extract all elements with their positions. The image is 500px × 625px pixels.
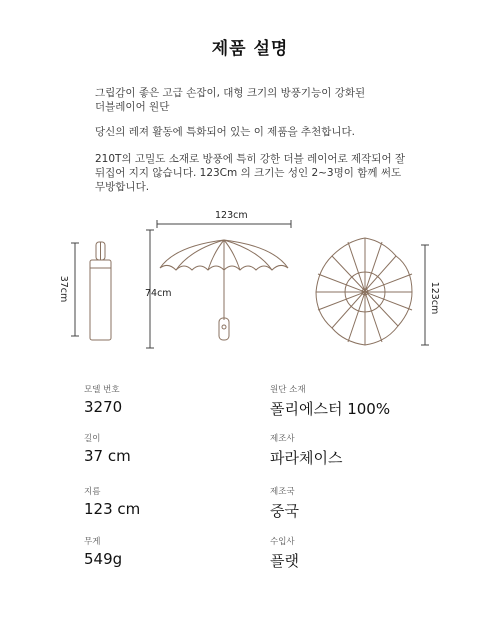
folded-height-label: 37cm — [58, 275, 69, 303]
spec-value: 3270 — [84, 398, 123, 416]
spec-label: 수입사 — [270, 537, 295, 547]
spec-value: 파라체이스 — [270, 449, 343, 467]
description-line: 210T의 고밀도 소재로 방풍에 특히 강한 더블 레이어로 제작되어 잘 — [95, 153, 406, 165]
open-width-dimension — [157, 220, 291, 228]
spec-label: 무게 — [84, 537, 101, 547]
spec-length — [84, 432, 131, 465]
description-paragraph-1 — [95, 86, 425, 114]
description-line: 무방합니다. — [95, 181, 150, 193]
folded-height-dimension — [71, 243, 79, 336]
open-height-label: 74cm — [145, 288, 172, 299]
spec-label: 제조사 — [270, 434, 295, 444]
spec-label: 길이 — [84, 434, 101, 444]
description-line: 당신의 레져 활동에 특화되어 있는 이 제품을 추천합니다. — [95, 126, 355, 138]
open-umbrella-top-icon — [316, 238, 412, 345]
open-width-label: 123cm — [215, 210, 248, 221]
spec-value: 37 cm — [84, 447, 131, 465]
spec-model-number — [84, 383, 122, 416]
spec-value: 549g — [84, 550, 123, 568]
spec-importer — [270, 535, 299, 571]
spec-value: 폴리에스터 100% — [270, 400, 391, 418]
top-width-dimension — [421, 245, 429, 345]
umbrella-dimension-diagram — [0, 196, 500, 366]
open-umbrella-side-icon — [160, 240, 288, 340]
spec-value: 플랫 — [270, 552, 299, 570]
spec-manufacturer — [270, 432, 342, 468]
description-line: 그립감이 좋은 고급 손잡이, 대형 크기의 방풍기능이 강화된 — [95, 87, 366, 99]
spec-origin — [270, 485, 299, 521]
folded-umbrella-icon — [90, 242, 111, 340]
spec-value: 중국 — [270, 502, 299, 520]
spec-label: 지름 — [84, 487, 101, 497]
spec-fabric — [270, 383, 390, 419]
top-width-label: 123cm — [429, 281, 440, 315]
spec-weight — [84, 535, 122, 568]
spec-value: 123 cm — [84, 500, 141, 518]
description-line: 뒤집어 지지 않습니다. 123Cm 의 크기는 성인 2~3명이 함께 써도 — [95, 167, 402, 179]
description-paragraph-2 — [95, 125, 425, 139]
description-line: 더블레이어 원단 — [95, 101, 170, 113]
spec-label: 모델 번호 — [84, 385, 120, 395]
page-title: 제품 설명 — [211, 39, 289, 59]
description-paragraph-3 — [95, 152, 425, 194]
spec-diameter — [84, 485, 140, 518]
spec-label: 원단 소재 — [270, 385, 306, 395]
spec-label: 제조국 — [270, 487, 295, 497]
